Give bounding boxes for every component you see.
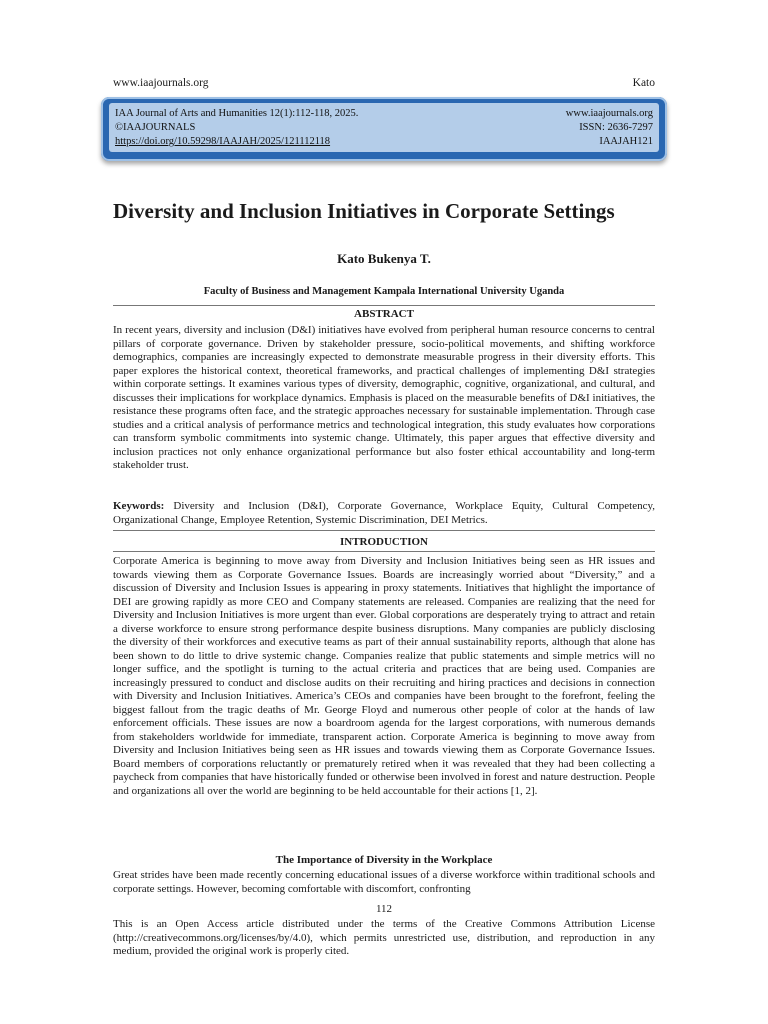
abstract-heading: ABSTRACT xyxy=(354,308,414,320)
license-footer: This is an Open Access article distributed under the terms of the Creative Commons Attribution License (http://creativecommons.org/licenses/by/4.0), which permits unrestricted use, distribution, and reproduction in any medium, provided the original work is properly cited. xyxy=(113,918,655,957)
introduction-body: Corporate America is beginning to move away from Diversity and Inclusion Initiatives being seen as HR issues and towards viewing them as Corporate Governance Issues. Boards are increasingly worried about “Diversity,” and a discussion of Diversity and Inclusion Issues is appearing in proxy statements. Initiatives that highlight the importance of DEI are growing rapidly as more CEO and Company statements are released. Companies are realizing that the need for Diversity and Inclusion Initiatives is more urgent than ever. Global corporations are desperately trying to attract and retain a diverse workforce to ensure strong performance despite business disruptions. Many companies are publicly disclosing the diversity of their workforces and executive teams as part of their annual sustainability reports, although that alone has been shown to do little to drive systemic change. Companies realize that public statements and simple metrics will no longer suffice, and the spotlight is turning to the actual criteria and practices that are being used. Companies are increasingly pressured to conduct and disclose audits on their recruiting and hiring practices and decisions in connection with Diversity and Inclusion Initiatives. America’s CEOs and companies have been brought to the forefront, feeling the biggest fallout from the tragic deaths of Mr. George Floyd and numerous other people of color at the hands of law enforcement officials. These issues are now a boardroom agenda for the largest corporations, with numerous demands from stakeholders worldwide for immediate, transparent action. Corporate America is beginning to move away from Diversity and Inclusion Initiatives being seen as HR issues and towards viewing them as Corporate Governance Issues. Board members of corporations reluctantly or prematurely retired when it was revealed that they had been collecting a paycheck from companies that have historically funded or otherwise been involved in forest and nature destruction. People and organizations all over the world are beginning to be held accountable for their actions [1, 2]. xyxy=(113,555,655,797)
header-author: Kato xyxy=(632,77,655,89)
journal-info-box xyxy=(101,97,667,161)
page-number: 112 xyxy=(375,903,393,915)
divider xyxy=(113,551,655,552)
keywords-text: Diversity and Inclusion (D&I), Corporate Governance, Workplace Equity, Cultural Competency, Organizational Change, Employee Retention, Systemic Discrimination, DEI Metrics. xyxy=(113,500,655,526)
journal-issn: ISSN: 2636-7297 xyxy=(579,122,653,133)
divider xyxy=(113,530,655,531)
keywords-paragraph xyxy=(113,500,655,527)
journal-citation: IAA Journal of Arts and Humanities 12(1):112-118, 2025. xyxy=(115,108,359,119)
journal-website-link[interactable]: www.iaajournals.org xyxy=(565,108,653,119)
author-affiliation: Faculty of Business and Management Kampala International University Uganda xyxy=(203,286,565,297)
keywords-label: Keywords: xyxy=(113,500,165,512)
paper-title: Diversity and Inclusion Initiatives in Corporate Settings xyxy=(113,199,615,223)
journal-code: IAAJAH121 xyxy=(599,136,653,147)
divider xyxy=(113,305,655,306)
journal-info-right xyxy=(566,107,653,149)
doi-link[interactable]: https://doi.org/10.59298/IAAJAH/2025/121112118 xyxy=(115,136,331,147)
importance-heading: The Importance of Diversity in the Workplace xyxy=(275,854,493,866)
introduction-heading: INTRODUCTION xyxy=(339,536,428,548)
abstract-body: In recent years, diversity and inclusion (D&I) initiatives have evolved from peripheral human resource concerns to central pillars of corporate governance. Driven by stakeholder pressure, socio-political movements, and shifting workforce demographics, companies are increasingly expected to demonstrate measurable progress in their diversity efforts. This paper explores the historical context, theoretical frameworks, and practical challenges of implementing D&I strategies within corporate settings. It examines various types of diversity, demographic, cognitive, organizational, and cultural, and discusses their implications for workplace dynamics. Emphasis is placed on the measurable benefits of D&I initiatives, the resistance these programs often face, and the strategic approaches necessary for sustainable implementation. Through case studies and a critical analysis of performance metrics and technological integration, this study evaluates how corporations can transform symbolic commitments into systemic change. Ultimately, this paper argues that effective diversity and inclusion practices not only enhance organizational performance but also foster ethical accountability and long-term stakeholder trust. xyxy=(113,324,655,471)
journal-copyright: ©IAAJOURNALS xyxy=(115,122,196,133)
importance-body: Great strides have been made recently concerning educational issues of a diverse workforce within traditional schools and corporate settings. However, becoming comfortable with discomfort, confronting xyxy=(113,869,655,895)
header-website[interactable]: www.iaajournals.org xyxy=(113,77,209,89)
journal-info-panel xyxy=(109,103,659,152)
running-header xyxy=(113,77,655,93)
journal-info-left xyxy=(115,107,358,149)
paper-author: Kato Bukenya T. xyxy=(337,251,431,266)
